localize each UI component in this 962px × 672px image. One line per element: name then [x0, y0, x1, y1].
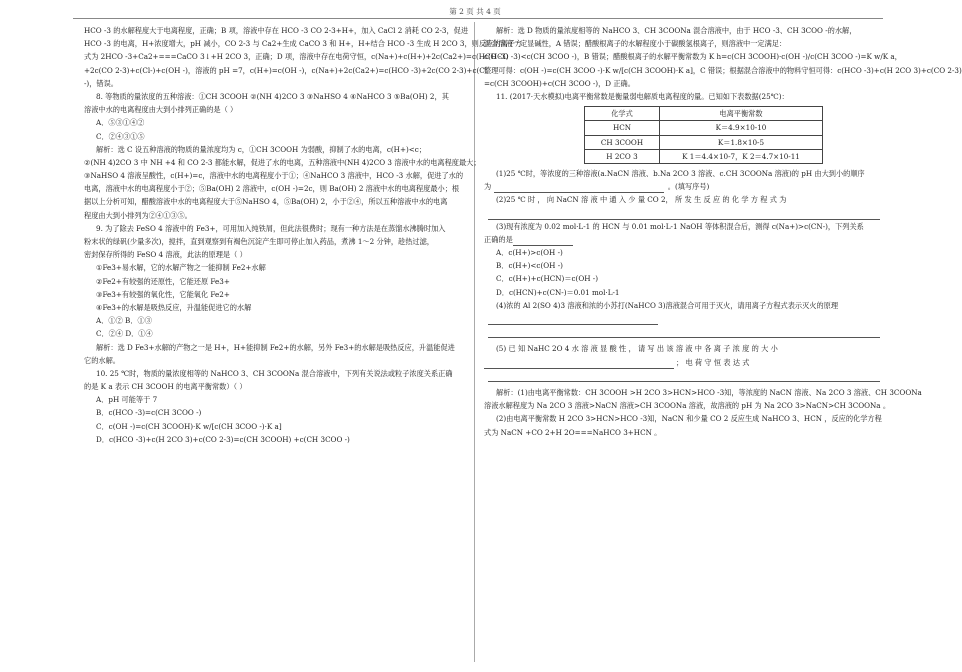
answer-blank — [484, 359, 674, 369]
text-line: 11. (2017·天水模拟)电离平衡常数是衡量弱电解质电离程度的量。已知如下表数据(25℃)： — [496, 91, 789, 101]
text-line: 据以上分析可知，醋酸溶液中水的电离程度大于⑤NaHSO 4，⑤Ba(OH) 2，小于②④，所以五种溶液中水的电离 — [84, 197, 448, 207]
text-line: 式为 NaCN +CO 2+H 2O===NaHCO 3+HCN 。 — [484, 427, 662, 437]
text-line: 10. 25 ℃时，物质的量浓度相等的 NaHCO 3、CH 3COONa 混合溶液中，下列有关说法或粒子浓度关系正确 — [96, 368, 453, 378]
table-cell: H 2CO 3 — [585, 149, 660, 163]
column-divider — [474, 22, 475, 662]
text-line: -)，错误。 — [84, 78, 118, 88]
text-line: ④Fe3+的水解是吸热反应，升温能促进它的水解 — [96, 302, 252, 312]
text-line: 解析：选 C 设五种溶液的物质的量浓度均为 c，①CH 3COOH 为弱酸，抑制了水的电离，c(H+)<c； — [96, 144, 427, 154]
question-1-prefix: 为 — [484, 182, 492, 192]
question-3-text: 正确的是 — [484, 234, 513, 244]
table-header-cell: 电离平衡常数 — [660, 107, 823, 121]
text-line: 解析：选 D 物质的量浓度相等的 NaHCO 3、CH 3COONa 混合溶液中，由于 HCO -3、CH 3COO -的水解， — [496, 26, 857, 35]
table-header-row — [585, 107, 823, 121]
table-row — [585, 149, 823, 163]
option-line: B．c(H+)<c(OH -) — [496, 261, 563, 271]
text-line: ②(NH 4)2CO 3 中 NH +4 和 CO 2-3 都能水解，促进了水的电离，五种溶液中(NH 4)2CO 3 溶液中水的电离程度最大； — [84, 157, 481, 167]
answer-blank — [513, 236, 573, 246]
question-3-line-2 — [484, 233, 884, 246]
table-row — [585, 135, 823, 149]
text-line: C．②④③①⑤ — [96, 131, 145, 141]
text-line: 整理可得：c(OH -)=c(CH 3COO -)·K w/[c(CH 3COOH)·K a]，C 错误；根据混合溶液中的物料守恒可得：c(HCO -3)+c(H 2CO 3)+c(CO 2-3) — [484, 65, 962, 75]
text-line: A．pH 可能等于 7 — [96, 395, 158, 405]
question-1-answer-line — [484, 180, 884, 193]
text-line: A．⑤③①④② — [96, 118, 145, 128]
table-cell: CH 3COOH — [585, 135, 660, 149]
text-line: C．②④ D．①④ — [96, 329, 153, 339]
answer-line — [484, 207, 884, 220]
answer-line — [484, 325, 884, 338]
question-2-line: (2)25 ℃ 时 ， 向 NaCN 溶 液 中 通 入 少 量 CO 2， 所 发 生 反 应 的 化 学 方 程 式 为 — [496, 195, 787, 205]
question-3-line: (3)现有浓度为 0.02 mol·L-1 的 HCN 与 0.01 mol·L-1 NaOH 等体积混合后，测得 c(Na+)>c(CN-)，下列关系 — [496, 221, 864, 231]
table-cell: K＝1.8×10-5 — [660, 135, 823, 149]
text-line: 它的水解。 — [84, 355, 120, 365]
option-line: C．c(H+)+c(HCN)＝c(OH -) — [496, 274, 599, 284]
question-4-line: (4)浓的 Al 2(SO 4)3 溶液和浓的小苏打(NaHCO 3)溶液混合可用于灭火，请用离子方程式表示灭火的原理 — [496, 300, 839, 310]
question-5-line-2 — [484, 356, 884, 369]
ionization-constant-table-wrap — [584, 106, 884, 164]
text-line: 解析：选 D Fe3+水解的产物之一是 H+，H+能抑制 Fe2+的水解，另外 Fe3+的水解是吸热反应，升温能促进 — [96, 342, 455, 352]
text-line: C．c(OH -)=c(CH 3COOH)·K w/[c(CH 3COO -)·K a] — [96, 421, 282, 431]
text-line: B．c(HCO -3)=c(CH 3COO -) — [96, 408, 202, 418]
right-column — [484, 24, 962, 439]
question-5-line: (5) 已 知 NaHC 2O 4 水 溶 液 显 酸 性 ， 请 写 出 该 溶 液 中 各 离 子 浓 度 的 大 小 — [496, 344, 778, 354]
option-line: D．c(HCN)+c(CN-)＝0.01 mol·L-1 — [496, 287, 620, 297]
answer-line — [484, 312, 884, 325]
text-line: HCO -3 的电离，H+浓度增大，pH 减小，CO 2-3 与 Ca2+生成 CaCO 3 和 H+，H+结合 HCO -3 生成 H 2CO 3，则反应的离子方 — [84, 39, 522, 49]
header-rule — [73, 18, 883, 19]
left-column — [84, 24, 522, 446]
text-line: 粉末状的绿矾(少量多次)，搅拌，直到观察到有褐色沉淀产生即可停止加入药品，煮沸 1～2 分钟，趁热过滤， — [84, 237, 434, 246]
text-line: +2c(CO 2-3)+c(Cl-)+c(OH -)，溶液的 pH =7，c(H+)=c(OH -)，c(Na+)+2c(Ca2+)=c(HCO -3)+2c(CO 2-3)+c(Cl — [84, 65, 488, 75]
question-1-line: (1)25 ℃时，等浓度的三种溶液(a.NaCN 溶液、b.Na 2CO 3 溶液、c.CH 3COONa 溶液)的 pH 由大到小的顺序 — [496, 168, 865, 178]
table-cell: K 1＝4.4×10-7，K 2＝4.7×10-11 — [660, 149, 823, 163]
page-header: 第 2 页 共 4 页 — [449, 7, 501, 16]
text-line: =c(CH 3COOH)+c(CH 3COO -)，D 正确。 — [484, 78, 635, 88]
text-line: 式为 2HCO -3+Ca2+===CaCO 3↓+H 2CO 3，正确；D 项，溶液中存在电荷守恒，c(Na+)+c(H+)+2c(Ca2+)=c(HCO -3) — [84, 52, 509, 62]
answer-line — [484, 369, 884, 382]
table-cell: K＝4.9×10-10 — [660, 121, 823, 135]
text-line: 程度由大到小排列为②④①③⑤。 — [84, 210, 192, 220]
question-5-text: ； 电 荷 守 恒 表 达 式 — [676, 357, 750, 367]
text-line: 解析：(1)由电离平衡常数：CH 3COOH >H 2CO 3>HCN>HCO -3知，等浓度的 NaCN 溶液、Na 2CO 3 溶液、CH 3COONa — [496, 387, 922, 397]
text-line: 电离，溶液中水的电离程度小于②；⑤Ba(OH) 2 溶液中，c(OH -)=2c，则 Ba(OH) 2 溶液中水的电离程度最小；根 — [84, 184, 460, 194]
text-line: 的是 K a 表示 CH 3COOH 的电离平衡常数）（ ） — [84, 382, 247, 392]
ionization-constant-table — [584, 106, 823, 164]
text-line: D．c(HCO -3)+c(H 2CO 3)+c(CO 2-3)=c(CH 3COOH) +c(CH 3COO -) — [96, 434, 350, 444]
text-line: ①Fe3+易水解，它的水解产物之一能抑制 Fe2+水解 — [96, 263, 266, 273]
text-line: ②Fe2+有较强的还原性，它能还原 Fe3+ — [96, 276, 230, 286]
text-line: ③Fe3+有较强的氧化性，它能氧化 Fe2+ — [96, 289, 230, 299]
text-line: 溶液中水的电离程度由大到小排列正确的是（ ） — [84, 105, 238, 115]
text-line: A．①② B．①③ — [96, 316, 152, 326]
text-line: 混合溶液一定显碱性，A 错误；醋酸根离子的水解程度小于碳酸氢根离子，则溶液中一定满足： — [484, 39, 787, 49]
table-row — [585, 121, 823, 135]
text-line: 溶液水解程度为 Na 2CO 3 溶液>NaCN 溶液>CH 3COONa 溶液，故溶液的 pH 为 Na 2CO 3>NaCN>CH 3COONa 。 — [484, 401, 891, 411]
text-line: ③NaHSO 4 溶液呈酸性，c(H+)=c，溶液中水的电离程度小于①；④NaHCO 3 溶液中，HCO -3 水解，促进了水的 — [84, 171, 464, 181]
answer-blank — [494, 183, 664, 193]
text-line: HCO -3 的水解程度大于电离程度，正确；B 项，溶液中存在 HCO -3 CO 2-3+H+，加入 CaCl 2 消耗 CO 2-3，促进 — [84, 26, 469, 35]
option-line: A．c(H+)>c(OH -) — [496, 248, 563, 258]
table-header-cell: 化学式 — [585, 107, 660, 121]
text-line: (2)由电离平衡常数 H 2CO 3>HCN>HCO -3知，NaCN 和少量 CO 2 反应生成 NaHCO 3、HCN ，反应的化学方程 — [496, 414, 882, 424]
text-line: 密封保存所得的 FeSO 4 溶液，此法的原理是（ ） — [84, 250, 247, 260]
text-line: c(HCO -3)<c(CH 3COO -)，B 错误；醋酸根离子的水解平衡常数为 K h=c(CH 3COOH)·c(OH -)/c(CH 3COO -)=K w/K a， — [484, 52, 902, 62]
text-line: 9. 为了除去 FeSO 4 溶液中的 Fe3+，可用加入纯铁屑，但此法很费时；现有一种方法是在蒸馏水沸腾时加入 — [96, 223, 446, 233]
question-1-suffix: 。(填写序号) — [667, 182, 710, 192]
text-line: 8. 等物质的量浓度的五种溶液：①CH 3COOH ②(NH 4)2CO 3 ③NaHSO 4 ④NaHCO 3 ⑤Ba(OH) 2，其 — [96, 91, 449, 101]
table-cell: HCN — [585, 121, 660, 135]
